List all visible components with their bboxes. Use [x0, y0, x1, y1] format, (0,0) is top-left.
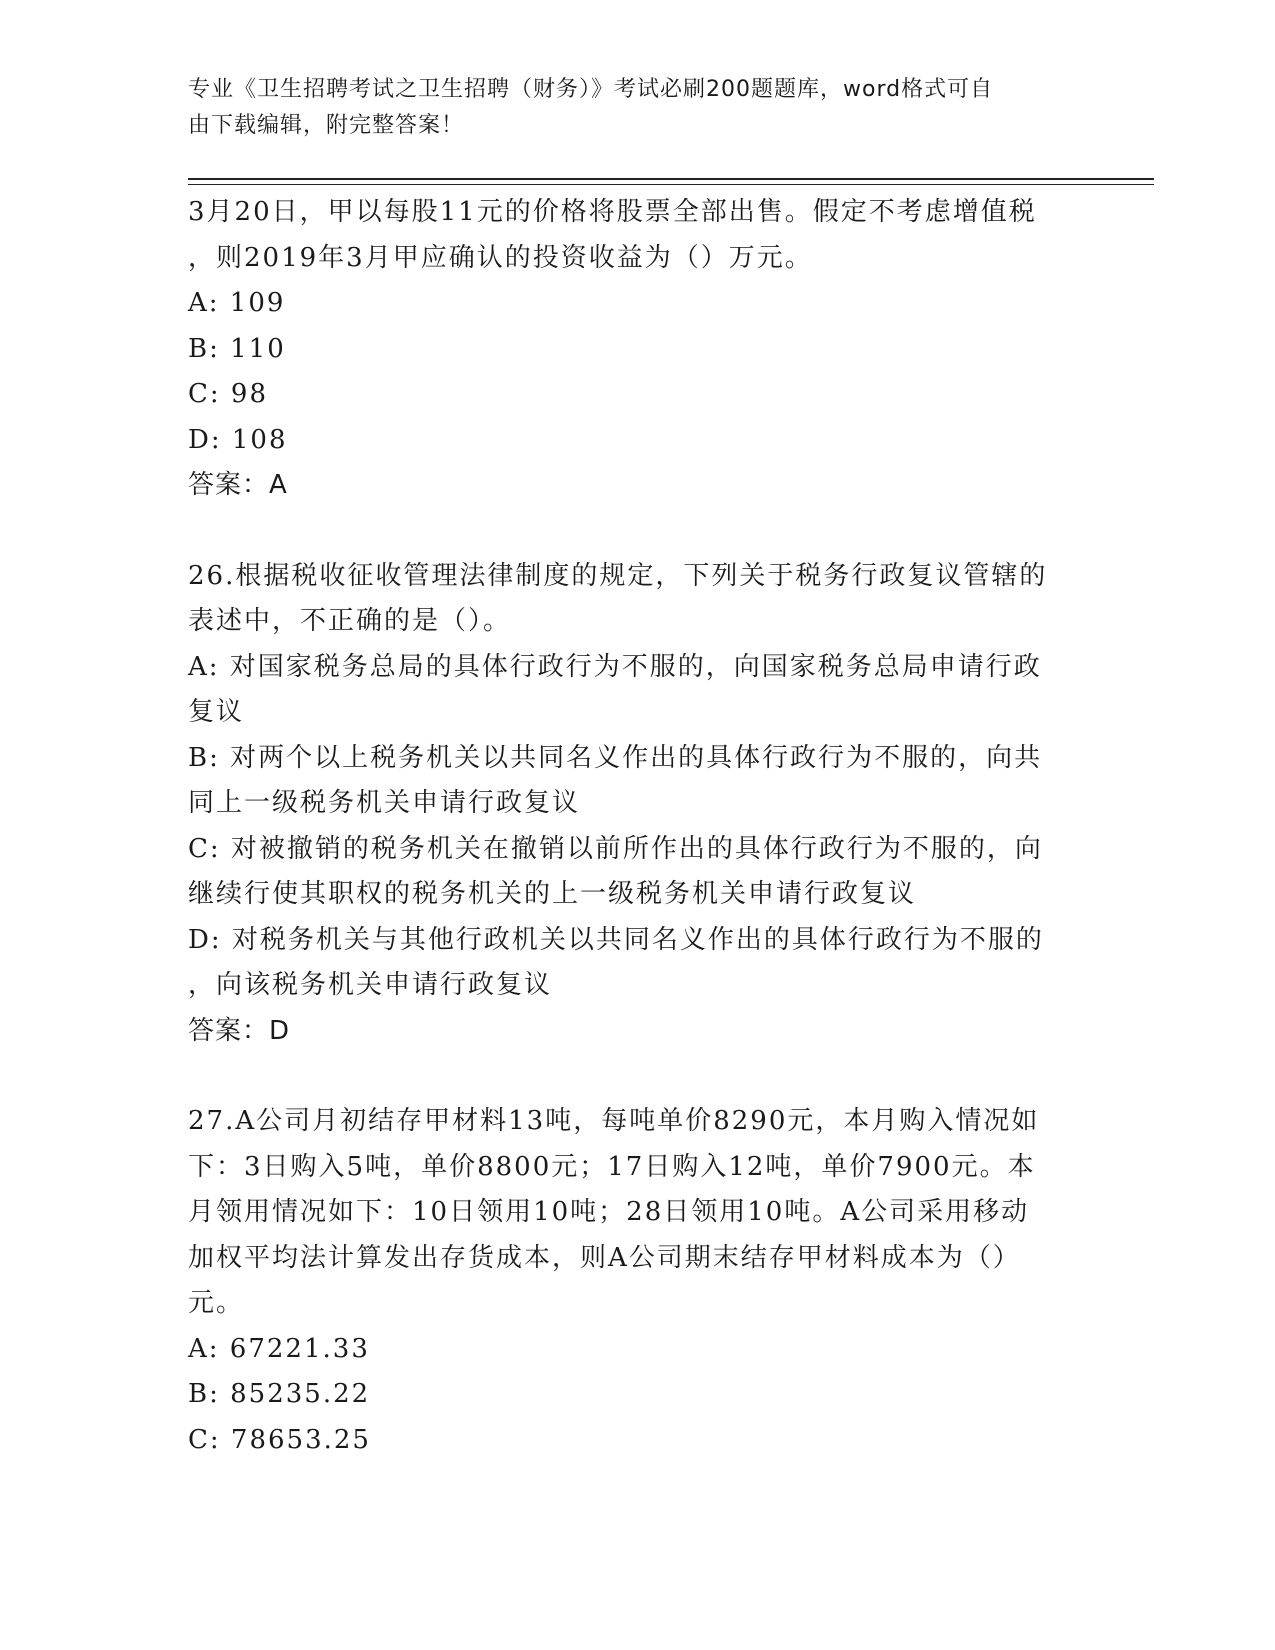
- document-body: [188, 190, 1068, 1463]
- option-c-continued: 继续行使其职权的税务机关的上一级税务机关申请行政复议: [188, 879, 917, 909]
- question-stem-line: 27.A公司月初结存甲材料13吨，每吨单价8290元，本月购入情况如: [188, 1106, 1040, 1136]
- option-d: D: 108: [188, 424, 288, 455]
- answer-label: 答案：D: [188, 1015, 291, 1046]
- option-d: D: 对税务机关与其他行政机关以共同名义作出的具体行政行为不服的: [188, 924, 1044, 955]
- option-d-continued: ，向该税务机关申请行政复议: [188, 970, 553, 1000]
- question-stem-line: 表述中，不正确的是（）。: [188, 606, 512, 636]
- option-b: B: 对两个以上税务机关以共同名义作出的具体行政行为不服的，向共: [188, 742, 1043, 773]
- option-a-continued: 复议: [188, 697, 245, 727]
- question-26: [188, 554, 1068, 1055]
- question-stem-line: 元。: [188, 1288, 245, 1318]
- option-b: B: 85235.22: [188, 1379, 371, 1409]
- option-a: A: 109: [188, 288, 286, 318]
- question-stem-line: 下：3日购入5吨，单价8800元；17日购入12吨，单价7900元。本: [188, 1151, 1036, 1182]
- question-spacer: [188, 509, 1068, 554]
- option-b-continued: 同上一级税务机关申请行政复议: [188, 788, 581, 818]
- header-line-2: 由下载编辑，附完整答案！: [188, 113, 465, 138]
- question-stem-line: 26.根据税收征收管理法律制度的规定，下列关于税务行政复议管辖的: [188, 560, 1048, 591]
- question-spacer: [188, 1054, 1068, 1099]
- question-stem-line: 加权平均法计算发出存货成本，则A公司期末结存甲材料成本为（）: [188, 1242, 1021, 1273]
- option-a: A: 67221.33: [188, 1333, 370, 1364]
- option-c: C: 78653.25: [188, 1424, 371, 1455]
- question-25: [188, 190, 1068, 509]
- header-divider-thin: [188, 184, 1154, 185]
- header-line-1: 专业《卫生招聘考试之卫生招聘（财务）》考试必刷200题题库，word格式可自: [188, 77, 994, 102]
- option-b: B: 110: [188, 333, 286, 364]
- question-stem-line: 月领用情况如下：10日领用10吨；28日领用10吨。A公司采用移动: [188, 1197, 1030, 1227]
- document-header: [188, 72, 1068, 144]
- option-c: C: 98: [188, 379, 269, 409]
- question-27: [188, 1099, 1068, 1463]
- question-stem-line: ，则2019年3月甲应确认的投资收益为（）万元。: [188, 242, 813, 273]
- option-a: A: 对国家税务总局的具体行政行为不服的，向国家税务总局申请行政: [188, 651, 1042, 682]
- question-stem-line: 3月20日，甲以每股11元的价格将股票全部出售。假定不考虑增值税: [188, 197, 1037, 227]
- header-divider-thick: [188, 178, 1154, 180]
- option-c: C: 对被撤销的税务机关在撤销以前所作出的具体行政行为不服的，向: [188, 833, 1043, 864]
- answer-label: 答案：A: [188, 470, 288, 500]
